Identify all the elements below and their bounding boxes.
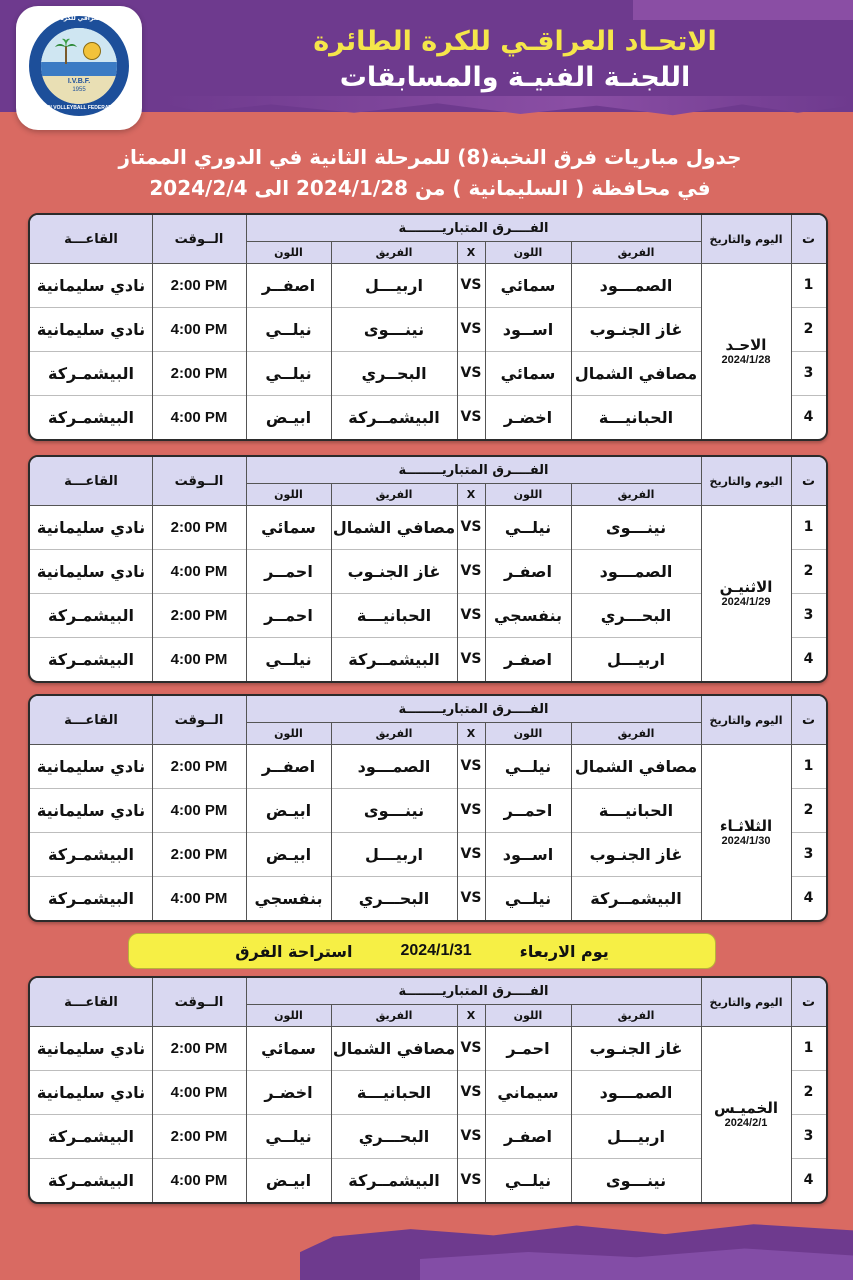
column-header-hall: القاعـــة	[30, 457, 152, 505]
row-divider	[791, 637, 826, 638]
column-header-day-date: اليوم والتاريخ	[701, 696, 791, 744]
team2-name-cell: مصافي الشمال	[332, 517, 456, 537]
day-date-cell	[701, 505, 791, 681]
column-divider	[485, 1004, 486, 1202]
team1-color-cell: اصفـر	[504, 561, 552, 581]
row-divider	[791, 1158, 826, 1159]
header-body-divider	[30, 1026, 826, 1027]
row-divider	[791, 395, 826, 396]
column-header-number: ت	[791, 457, 826, 505]
column-header-number: ت	[791, 215, 826, 263]
column-divider	[457, 1004, 458, 1202]
team1-name-cell: البيشمــركة	[590, 888, 682, 908]
page-subtitle: اللجنـة الفنيـة والمسابقات	[339, 62, 691, 93]
team1-color-cell: احمــر	[503, 800, 553, 820]
team1-color-cell: اســود	[502, 319, 554, 339]
hall-cell: البيشمـركة	[48, 1170, 134, 1190]
column-header-x: X	[457, 1004, 485, 1026]
match-number-cell: 3	[803, 846, 814, 862]
column-header-color-1: اللون	[485, 483, 571, 505]
column-divider	[246, 215, 247, 439]
column-divider	[791, 457, 792, 681]
team1-color-cell: اخضـر	[503, 407, 553, 427]
row-divider	[791, 307, 826, 308]
row-divider	[30, 593, 701, 594]
vs-cell: VS	[460, 563, 482, 579]
time-cell: 4:00 PM	[170, 889, 228, 907]
column-header-time: الــوقت	[152, 215, 246, 263]
hall-cell: نادي سليمانية	[36, 756, 146, 776]
hall-cell: نادي سليمانية	[36, 1082, 146, 1102]
vs-cell: VS	[460, 1172, 482, 1188]
hall-cell: نادي سليمانية	[36, 275, 146, 295]
team1-name-cell: الصمـــود	[599, 275, 673, 295]
column-header-team-2: الفريق	[331, 722, 457, 744]
match-date: 2024/1/28	[721, 354, 771, 366]
logo-english-name: IRAQI VOLLEYBALL FEDERATION	[37, 105, 121, 111]
team2-color-cell: نيلــي	[265, 319, 312, 339]
column-header-time: الــوقت	[152, 696, 246, 744]
hall-cell: البيشمـركة	[48, 605, 134, 625]
day-name: الثلاثـاء	[719, 817, 773, 835]
row-divider	[791, 351, 826, 352]
rest-day-bar	[128, 933, 716, 969]
team2-color-cell: سمائي	[261, 517, 316, 537]
page-title: الاتحـاد العراقـي للكرة الطائرة	[313, 26, 717, 57]
day-date-cell	[701, 1026, 791, 1202]
team1-color-cell: سيماني	[497, 1082, 559, 1102]
column-divider	[457, 722, 458, 920]
federation-logo	[16, 6, 142, 130]
team1-name-cell: غاز الجنـوب	[589, 844, 683, 864]
rest-day-name: يوم الاربعاء	[519, 941, 609, 961]
column-header-color-2: اللون	[246, 483, 331, 505]
team2-color-cell: سمائي	[261, 1038, 316, 1058]
column-divider	[485, 483, 486, 681]
team1-name-cell: الحبانيـــة	[598, 407, 674, 427]
column-header-team-2: الفريق	[331, 1004, 457, 1026]
hall-cell: نادي سليمانية	[36, 561, 146, 581]
team2-name-cell: نينـــوى	[363, 800, 425, 820]
row-divider	[30, 1158, 701, 1159]
vs-cell: VS	[460, 1128, 482, 1144]
column-divider	[152, 457, 153, 681]
match-date: 2024/1/30	[721, 835, 771, 847]
time-cell: 2:00 PM	[170, 1039, 228, 1057]
row-divider	[791, 1070, 826, 1071]
match-number-cell: 4	[803, 1172, 814, 1188]
team2-color-cell: ابيـض	[265, 407, 312, 427]
row-divider	[30, 307, 701, 308]
header-body-divider	[30, 505, 826, 506]
match-date: 2024/1/29	[721, 596, 771, 608]
vs-cell: VS	[460, 1084, 482, 1100]
team2-name-cell: البحـــري	[358, 1126, 430, 1146]
column-header-teams: الفــــرق المتباريــــــــة	[246, 457, 701, 483]
team1-name-cell: مصافي الشمال	[574, 363, 698, 383]
vs-cell: VS	[460, 365, 482, 381]
day-name: الاثنيـن	[719, 578, 773, 596]
day-date-cell	[701, 263, 791, 439]
team2-name-cell: مصافي الشمال	[332, 1038, 456, 1058]
header-body-divider	[30, 263, 826, 264]
time-cell: 2:00 PM	[170, 606, 228, 624]
column-header-x: X	[457, 241, 485, 263]
column-divider	[457, 241, 458, 439]
match-number-cell: 3	[803, 607, 814, 623]
team1-color-cell: بنفسجي	[493, 605, 563, 625]
vs-cell: VS	[460, 802, 482, 818]
hall-cell: البيشمـركة	[48, 363, 134, 383]
column-header-day-date: اليوم والتاريخ	[701, 457, 791, 505]
column-header-team-1: الفريق	[571, 722, 701, 744]
hall-cell: البيشمـركة	[48, 407, 134, 427]
vs-cell: VS	[460, 607, 482, 623]
team1-color-cell: نيلــي	[504, 756, 552, 776]
team1-color-cell: سمائي	[500, 275, 556, 295]
match-number-cell: 2	[803, 802, 814, 818]
team2-name-cell: الحبانيـــة	[356, 1082, 432, 1102]
column-header-team-2: الفريق	[331, 241, 457, 263]
team2-color-cell: نيلــي	[265, 363, 312, 383]
team1-color-cell: نيلــي	[504, 517, 552, 537]
time-cell: 4:00 PM	[170, 1083, 228, 1101]
match-table	[28, 213, 828, 441]
column-header-team-2: الفريق	[331, 483, 457, 505]
time-cell: 2:00 PM	[170, 845, 228, 863]
logo-sky	[41, 28, 117, 62]
match-number-cell: 2	[803, 1084, 814, 1100]
team2-color-cell: نيلــي	[265, 649, 312, 669]
team2-color-cell: احمــر	[264, 605, 313, 625]
team1-color-cell: احمـر	[506, 1038, 550, 1058]
column-header-color-1: اللون	[485, 241, 571, 263]
team1-color-cell: نيلــي	[504, 888, 552, 908]
schedule-date-range: في محافظة ( السليمانية ) من 2024/1/28 الى 2024/2/4	[149, 176, 711, 200]
column-header-x: X	[457, 722, 485, 744]
hall-cell: البيشمـركة	[48, 888, 134, 908]
row-divider	[791, 549, 826, 550]
team1-name-cell: اربيـــل	[607, 649, 665, 669]
row-divider	[30, 788, 701, 789]
time-cell: 2:00 PM	[170, 757, 228, 775]
column-header-time: الــوقت	[152, 457, 246, 505]
team2-color-cell: احمــر	[264, 561, 313, 581]
column-divider	[571, 241, 572, 439]
team2-name-cell: البيشمــركة	[348, 407, 440, 427]
column-divider	[701, 978, 702, 1202]
vs-cell: VS	[460, 519, 482, 535]
logo-water	[41, 62, 117, 76]
time-cell: 4:00 PM	[170, 801, 228, 819]
team2-color-cell: ابيـض	[265, 844, 312, 864]
column-header-hall: القاعـــة	[30, 978, 152, 1026]
column-header-color-1: اللون	[485, 722, 571, 744]
column-divider	[331, 1004, 332, 1202]
match-date: 2024/2/1	[724, 1117, 768, 1129]
team1-color-cell: اســود	[502, 844, 554, 864]
palm-tree-icon	[55, 38, 77, 64]
row-divider	[30, 1070, 701, 1071]
rest-day-date: 2024/1/31	[400, 942, 472, 959]
column-divider	[457, 483, 458, 681]
hall-cell: البيشمـركة	[48, 844, 134, 864]
hall-cell: البيشمـركة	[48, 1126, 134, 1146]
team1-name-cell: الصمـــود	[599, 561, 673, 581]
row-divider	[30, 395, 701, 396]
hall-cell: البيشمـركة	[48, 649, 134, 669]
time-cell: 4:00 PM	[170, 408, 228, 426]
column-header-color-2: اللون	[246, 722, 331, 744]
schedule-description: جدول مباريات فرق النخبة(8) للمرحلة الثانية في الدوري الممتاز	[118, 145, 742, 169]
header-sub-divider	[246, 1004, 701, 1005]
column-header-number: ت	[791, 978, 826, 1026]
column-divider	[485, 722, 486, 920]
match-number-cell: 4	[803, 651, 814, 667]
column-header-team-1: الفريق	[571, 1004, 701, 1026]
vs-cell: VS	[460, 321, 482, 337]
time-cell: 4:00 PM	[170, 320, 228, 338]
match-number-cell: 3	[803, 365, 814, 381]
hall-cell: نادي سليمانية	[36, 517, 146, 537]
match-number-cell: 4	[803, 409, 814, 425]
team2-color-cell: اخضـر	[264, 1082, 313, 1102]
time-cell: 4:00 PM	[170, 650, 228, 668]
header-sub-divider	[246, 241, 701, 242]
logo-abbreviation: I.V.B.F.	[67, 78, 91, 85]
rest-day-label: استراحة الفرق	[235, 941, 353, 961]
match-number-cell: 1	[803, 1040, 814, 1056]
team2-name-cell: نينـــوى	[363, 319, 425, 339]
row-divider	[30, 351, 701, 352]
column-divider	[571, 722, 572, 920]
time-cell: 2:00 PM	[170, 1127, 228, 1145]
team2-name-cell: الصمـــود	[357, 756, 431, 776]
team1-color-cell: اصفـر	[504, 1126, 552, 1146]
team2-name-cell: الحبانيـــة	[356, 605, 432, 625]
team1-color-cell: اصفـر	[504, 649, 552, 669]
header-body-divider	[30, 744, 826, 745]
column-header-color-2: اللون	[246, 241, 331, 263]
time-cell: 2:00 PM	[170, 276, 228, 294]
team1-name-cell: غاز الجنـوب	[589, 1038, 683, 1058]
logo-ring-text: الاتحاد العراقي للكرة الطائرة	[36, 15, 122, 22]
column-divider	[701, 696, 702, 920]
team2-color-cell: اصفــر	[261, 275, 316, 295]
team2-color-cell: بنفسجي	[254, 888, 323, 908]
hall-cell: نادي سليمانية	[36, 800, 146, 820]
day-date-cell	[701, 744, 791, 920]
column-header-number: ت	[791, 696, 826, 744]
match-number-cell: 1	[803, 758, 814, 774]
team1-name-cell: الحبانيـــة	[598, 800, 674, 820]
logo-center	[41, 28, 117, 104]
match-table	[28, 455, 828, 683]
column-divider	[246, 457, 247, 681]
vs-cell: VS	[460, 890, 482, 906]
vs-cell: VS	[460, 277, 482, 293]
column-header-day-date: اليوم والتاريخ	[701, 978, 791, 1026]
match-table	[28, 694, 828, 922]
column-header-teams: الفــــرق المتباريــــــــة	[246, 215, 701, 241]
team1-color-cell: سمائي	[500, 363, 556, 383]
volleyball-icon	[83, 42, 101, 60]
column-divider	[331, 241, 332, 439]
column-header-hall: القاعـــة	[30, 696, 152, 744]
team1-name-cell: نينـــوى	[605, 517, 667, 537]
team2-color-cell: نيلــي	[265, 1126, 312, 1146]
column-divider	[791, 215, 792, 439]
match-number-cell: 3	[803, 1128, 814, 1144]
time-cell: 4:00 PM	[170, 562, 228, 580]
team2-name-cell: غاز الجنـوب	[347, 561, 441, 581]
column-header-hall: القاعـــة	[30, 215, 152, 263]
column-divider	[331, 483, 332, 681]
banner-accent	[633, 0, 853, 20]
row-divider	[30, 876, 701, 877]
team1-color-cell: نيلــي	[504, 1170, 552, 1190]
team2-name-cell: البيشمــركة	[348, 649, 440, 669]
team1-name-cell: اربيـــل	[607, 1126, 665, 1146]
team2-name-cell: البحـــري	[358, 888, 430, 908]
column-divider	[571, 1004, 572, 1202]
column-header-teams: الفــــرق المتباريــــــــة	[246, 978, 701, 1004]
column-header-time: الــوقت	[152, 978, 246, 1026]
vs-cell: VS	[460, 409, 482, 425]
time-cell: 4:00 PM	[170, 1171, 228, 1189]
match-number-cell: 2	[803, 321, 814, 337]
vs-cell: VS	[460, 758, 482, 774]
match-table	[28, 976, 828, 1204]
team2-name-cell: اربيـــل	[365, 844, 423, 864]
row-divider	[30, 1114, 701, 1115]
logo-year: 1955	[72, 87, 86, 93]
team1-name-cell: نينـــوى	[605, 1170, 667, 1190]
column-header-teams: الفــــرق المتباريــــــــة	[246, 696, 701, 722]
header-sub-divider	[246, 483, 701, 484]
column-divider	[152, 978, 153, 1202]
day-name: الاحـد	[725, 336, 767, 354]
vs-cell: VS	[460, 1040, 482, 1056]
column-header-color-1: اللون	[485, 1004, 571, 1026]
team1-name-cell: البحـــري	[600, 605, 672, 625]
team1-name-cell: الصمـــود	[599, 1082, 673, 1102]
row-divider	[30, 549, 701, 550]
time-cell: 2:00 PM	[170, 364, 228, 382]
team2-color-cell: ابيـض	[265, 800, 312, 820]
match-number-cell: 1	[803, 519, 814, 535]
team2-color-cell: اصفــر	[261, 756, 316, 776]
match-number-cell: 2	[803, 563, 814, 579]
match-number-cell: 4	[803, 890, 814, 906]
row-divider	[30, 637, 701, 638]
team2-name-cell: اربيـــل	[365, 275, 423, 295]
column-header-team-1: الفريق	[571, 483, 701, 505]
column-divider	[152, 215, 153, 439]
team2-color-cell: ابيـض	[265, 1170, 312, 1190]
row-divider	[791, 593, 826, 594]
column-divider	[331, 722, 332, 920]
column-header-team-1: الفريق	[571, 241, 701, 263]
hall-cell: نادي سليمانية	[36, 319, 146, 339]
row-divider	[791, 788, 826, 789]
column-divider	[791, 978, 792, 1202]
logo-emblem	[29, 16, 129, 116]
hall-cell: نادي سليمانية	[36, 1038, 146, 1058]
column-divider	[791, 696, 792, 920]
column-divider	[152, 696, 153, 920]
match-number-cell: 1	[803, 277, 814, 293]
row-divider	[791, 1114, 826, 1115]
team2-name-cell: البيشمــركة	[348, 1170, 440, 1190]
vs-cell: VS	[460, 651, 482, 667]
column-header-day-date: اليوم والتاريخ	[701, 215, 791, 263]
vs-cell: VS	[460, 846, 482, 862]
column-divider	[246, 696, 247, 920]
team1-name-cell: مصافي الشمال	[574, 756, 698, 776]
column-header-x: X	[457, 483, 485, 505]
row-divider	[791, 876, 826, 877]
team2-name-cell: البحــري	[361, 363, 427, 383]
day-name: الخميـس	[713, 1099, 779, 1117]
column-divider	[701, 457, 702, 681]
column-divider	[571, 483, 572, 681]
column-divider	[485, 241, 486, 439]
row-divider	[791, 832, 826, 833]
column-divider	[701, 215, 702, 439]
time-cell: 2:00 PM	[170, 518, 228, 536]
row-divider	[30, 832, 701, 833]
header-sub-divider	[246, 722, 701, 723]
column-divider	[246, 978, 247, 1202]
team1-name-cell: غاز الجنـوب	[589, 319, 683, 339]
column-header-color-2: اللون	[246, 1004, 331, 1026]
